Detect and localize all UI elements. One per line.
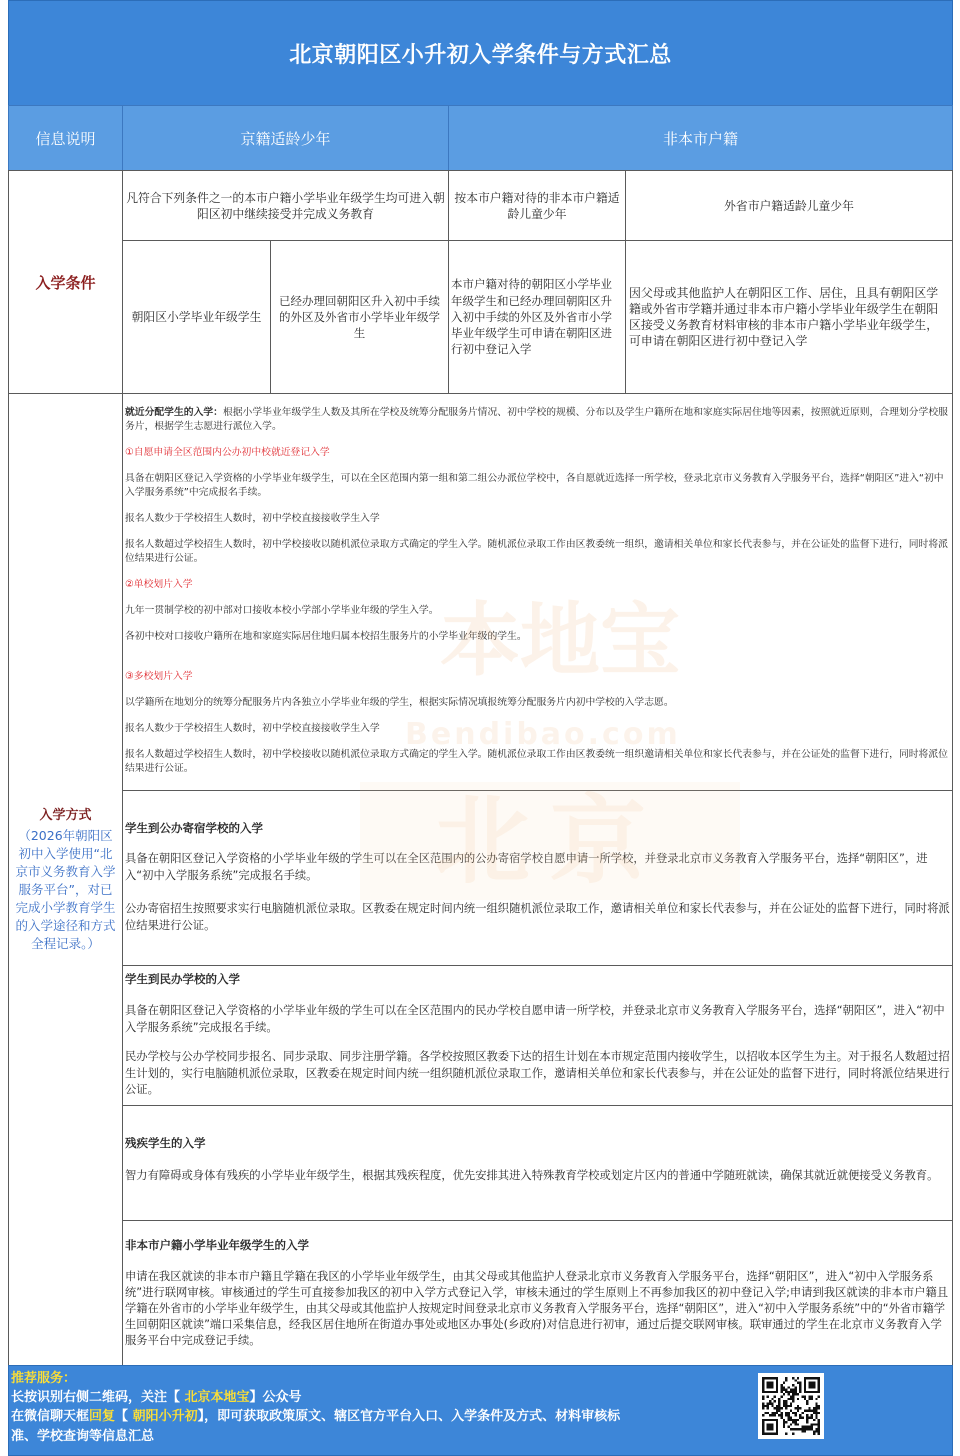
qr-code-graphic	[762, 1377, 820, 1435]
qr-module	[794, 1428, 796, 1430]
qr-module	[785, 1400, 787, 1402]
qr-module	[818, 1405, 820, 1407]
nearby-intro-text: 根据小学毕业年级学生人数及其所在学校及统筹分配服务片情况、初中学校的规模、分布以及学生户籍所在地和家庭实际居住地等因素，按照就近原则，合理划分学校服务片，根据学生志愿进行派位入学。	[125, 407, 948, 432]
subheading-single-school-zone: ②单校划片入学	[125, 579, 193, 590]
qr-module	[811, 1423, 813, 1425]
qr-module	[818, 1396, 820, 1398]
qr-module	[788, 1426, 790, 1428]
qr-module	[818, 1423, 820, 1425]
section-paragraph: 具备在朝阳区登记入学资格的小学毕业年级的学生可以在全区范围内的民办学校自愿申请一所学校，并登录北京市义务教育入学服务平台，选择“朝阳区”，进入“初中入学服务系统”完成报名手续。	[125, 1004, 945, 1034]
footer-text-part: 】，即可获取政策原文、辖区官方平台入口、入学条件及方式、材料审核标准、学校查询等信息汇总	[11, 1409, 621, 1444]
qr-module	[790, 1396, 792, 1398]
qr-module	[792, 1377, 794, 1379]
footer-keyword: 朝阳小升初	[132, 1409, 198, 1425]
qr-module	[771, 1398, 773, 1400]
qr-module	[794, 1419, 796, 1421]
treated-local-title-cell	[448, 170, 626, 241]
qr-module	[799, 1389, 801, 1391]
qr-module	[781, 1389, 783, 1391]
qr-module	[767, 1412, 769, 1414]
qr-module	[783, 1426, 785, 1428]
section-title: 学生到公办寄宿学校的入学	[125, 821, 263, 835]
footer-heading: 推荐服务：	[11, 1371, 77, 1386]
qr-module	[790, 1409, 792, 1411]
qr-module	[797, 1398, 799, 1400]
qr-module	[799, 1382, 801, 1384]
footer-text-part: 在微信聊天框	[11, 1409, 90, 1425]
qr-module	[790, 1398, 792, 1400]
footer-text-part: 【	[115, 1409, 133, 1425]
qr-module	[815, 1407, 817, 1409]
qr-module	[776, 1407, 778, 1409]
qr-module	[792, 1421, 794, 1423]
qr-module	[818, 1419, 820, 1421]
qr-module	[774, 1412, 776, 1414]
qr-module	[818, 1421, 820, 1423]
qr-module	[781, 1391, 783, 1393]
qr-module	[808, 1398, 810, 1400]
header-nonlocal	[448, 105, 953, 171]
other-province-detail-cell	[625, 240, 953, 394]
qr-module	[778, 1398, 780, 1400]
qr-module	[806, 1403, 808, 1405]
other-province-title-cell	[625, 170, 953, 241]
beijing-item-cell	[270, 240, 449, 394]
nearby-paragraph: 以学籍所在地划分的统筹分配服务片内各独立小学毕业年级的学生，根据实际情况填报统筹分配服务片内初中学校的入学志愿。	[125, 697, 674, 708]
qr-module	[811, 1409, 813, 1411]
qr-module	[764, 1412, 766, 1414]
qr-module	[792, 1400, 794, 1402]
qr-module	[813, 1423, 815, 1425]
qr-module	[785, 1433, 787, 1435]
qr-module	[804, 1398, 806, 1400]
qr-module	[811, 1416, 813, 1418]
qr-module	[762, 1414, 764, 1416]
qr-module	[815, 1409, 817, 1411]
qr-module	[806, 1409, 808, 1411]
nearby-paragraph: 具备在朝阳区登记入学资格的小学毕业年级学生，可以在全区范围内第一组和第二组公办派位学校中，各自愿就近选择一所学校，登录北京市义务教育入学服务平台，选择“朝阳区”进入“初中入学服务系统”中完成报名手续。	[125, 473, 944, 498]
qr-module	[811, 1414, 813, 1416]
qr-module	[776, 1412, 778, 1414]
qr-module	[797, 1393, 799, 1395]
qr-module	[794, 1379, 796, 1381]
qr-module	[818, 1433, 820, 1435]
footer-text	[11, 1369, 635, 1446]
qr-module	[799, 1407, 801, 1409]
footer	[8, 1365, 953, 1456]
footer-line-follow	[11, 1388, 635, 1407]
qr-module	[799, 1386, 801, 1388]
qr-module	[781, 1416, 783, 1418]
qr-module	[799, 1428, 801, 1430]
qr-module	[790, 1403, 792, 1405]
other-province-title: 外省市户籍适龄儿童少年	[724, 198, 854, 213]
qr-module	[785, 1403, 787, 1405]
conditions-label: 入学条件	[35, 273, 96, 292]
section-paragraph: 公办寄宿招生按照要求实行电脑随机派位录取。区教委在规定时间内统一组织随机派位录取工作，邀请相关单位和家长代表参与，并在公证处的监督下进行，同时将派位结果进行公证。	[125, 902, 950, 932]
qr-module	[799, 1416, 801, 1418]
qr-module	[788, 1414, 790, 1416]
qr-module	[813, 1430, 815, 1432]
nearby-paragraph: 九年一贯制学校的初中部对口接收本校小学部小学毕业年级的学生入学。	[125, 605, 439, 616]
beijing-item-cell	[122, 240, 271, 394]
qr-module	[806, 1400, 808, 1402]
qr-module	[783, 1403, 785, 1405]
nearby-intro	[125, 406, 950, 434]
qr-module	[785, 1414, 787, 1416]
qr-module	[788, 1391, 790, 1393]
qr-module	[767, 1407, 769, 1409]
qr-module	[804, 1426, 806, 1428]
qr-module	[783, 1382, 785, 1384]
treated-local-detail-cell	[448, 240, 626, 394]
qr-module	[788, 1393, 790, 1395]
qr-module	[813, 1409, 815, 1411]
qr-module	[794, 1407, 796, 1409]
qr-module	[792, 1433, 794, 1435]
qr-module	[792, 1384, 794, 1386]
section-paragraph: 智力有障碍或身体有残疾的小学毕业年级学生，根据其残疾程度，优先安排其进入特殊教育学校或划定片区内的普通中学随班就读，确保其就近就便接受义务教育。	[125, 1169, 939, 1182]
qr-module	[790, 1428, 792, 1430]
beijing-item: 已经办理回朝阳区升入初中手续的外区及外省市小学毕业年级学生	[279, 294, 440, 340]
qr-module	[783, 1400, 785, 1402]
methods-label: 入学方式	[39, 807, 92, 823]
qr-module	[778, 1405, 780, 1407]
qr-module	[794, 1389, 796, 1391]
methods-note: （2026年朝阳区初中入学使用“北京市义务教育入学服务平台”，对已完成小学教育学生的入学途径和方式全程记录。）	[15, 827, 116, 951]
qr-module	[794, 1414, 796, 1416]
qr-module	[781, 1407, 783, 1409]
qr-module	[801, 1396, 803, 1398]
qr-module	[794, 1393, 796, 1395]
section-disabled-students	[122, 1105, 953, 1221]
qr-module	[778, 1407, 780, 1409]
qr-module	[785, 1391, 787, 1393]
qr-module	[794, 1423, 796, 1425]
qr-module	[776, 1409, 778, 1411]
qr-module	[804, 1409, 806, 1411]
qr-module	[785, 1412, 787, 1414]
qr-module	[785, 1379, 787, 1381]
qr-module	[792, 1398, 794, 1400]
treated-local-detail: 本市户籍对待的朝阳区小学毕业年级学生和已经办理回朝阳区升入初中手续的外区及外省市小学毕业年级学生可申请在朝阳区进行初中登记入学	[451, 277, 612, 357]
qr-module	[781, 1386, 783, 1388]
section-title: 学生到民办学校的入学	[125, 972, 240, 986]
qr-module	[781, 1396, 783, 1398]
section-paragraph: 民办学校与公办学校同步报名、同步录取、同步注册学籍。各学校按照区教委下达的招生计划在本市规定范围内接收学生，以招收本区学生为主。对于报名人数超过招生计划的，实行电脑随机派位录取，区教委在规定时间内统一组织随机派位录取工作，邀请相关单位和家长代表参与，并在公证处的监督下进行，同时将派位结果进行公证。	[125, 1050, 950, 1096]
qr-module	[778, 1400, 780, 1402]
qr-module	[801, 1428, 803, 1430]
qr-module	[794, 1386, 796, 1388]
beijing-summary-cell	[122, 170, 449, 241]
qr-module	[797, 1382, 799, 1384]
qr-module	[797, 1405, 799, 1407]
qr-module	[806, 1419, 808, 1421]
other-province-detail: 因父母或其他监护人在朝阳区工作、居住，且具有朝阳区学籍或外省市学籍并通过非本市户籍小学毕业年级学生在朝阳区接受义务教育材料审核的非本市户籍小学毕业年级学生，可申请在朝阳区进行初中登记入学	[629, 286, 939, 348]
qr-module	[790, 1391, 792, 1393]
subheading-multi-school-zone: ③多校划片入学	[125, 671, 193, 682]
qr-module	[799, 1384, 801, 1386]
qr-module	[785, 1407, 787, 1409]
nearby-paragraph: 报名人数少于学校招生人数时，初中学校直接接收学生入学	[125, 513, 380, 524]
section-public-boarding	[122, 790, 953, 966]
qr-module	[762, 1396, 764, 1398]
qr-module	[804, 1430, 806, 1432]
qr-module	[783, 1421, 785, 1423]
qr-module	[815, 1428, 817, 1430]
qr-finder	[808, 1382, 815, 1389]
qr-module	[774, 1414, 776, 1416]
qr-module	[781, 1414, 783, 1416]
qr-module	[806, 1428, 808, 1430]
qr-module	[818, 1412, 820, 1414]
qr-module	[792, 1412, 794, 1414]
beijing-item: 朝阳区小学毕业年级学生	[131, 310, 262, 324]
qr-module	[767, 1405, 769, 1407]
qr-module	[813, 1433, 815, 1435]
qr-module	[801, 1412, 803, 1414]
qr-module	[792, 1428, 794, 1430]
title-bar	[8, 0, 953, 106]
qr-module	[799, 1391, 801, 1393]
qr-module	[788, 1419, 790, 1421]
qr-module	[797, 1407, 799, 1409]
qr-module	[767, 1403, 769, 1405]
qr-module	[804, 1428, 806, 1430]
qr-module	[815, 1405, 817, 1407]
nearby-paragraph: 报名人数超过学校招生人数时，初中学校接收以随机派位录取方式确定的学生入学。随机派位录取工作由区教委统一组织邀请相关单位和家长代表参与，并在公证处的监督下进行，同时将派位结果进行公证。	[125, 749, 948, 774]
qr-module	[778, 1414, 780, 1416]
qr-module	[818, 1430, 820, 1432]
header-nonlocal-label: 非本市户籍	[662, 129, 738, 148]
section-nearby-allocation	[122, 393, 953, 791]
qr-module	[792, 1389, 794, 1391]
qr-code-icon[interactable]	[758, 1373, 824, 1439]
footer-text-part: 】公众号	[249, 1390, 302, 1406]
qr-module	[788, 1398, 790, 1400]
qr-module	[783, 1419, 785, 1421]
qr-module	[811, 1398, 813, 1400]
qr-module	[788, 1416, 790, 1418]
qr-module	[783, 1389, 785, 1391]
qr-module	[792, 1391, 794, 1393]
qr-module	[794, 1391, 796, 1393]
qr-module	[788, 1412, 790, 1414]
footer-line-reply	[11, 1407, 635, 1445]
qr-module	[790, 1405, 792, 1407]
footer-reply-word: 回复	[89, 1409, 116, 1425]
qr-module	[808, 1416, 810, 1418]
header-info-label: 信息说明	[35, 129, 96, 148]
qr-module	[818, 1407, 820, 1409]
qr-module	[813, 1419, 815, 1421]
qr-module	[771, 1414, 773, 1416]
qr-module	[792, 1396, 794, 1398]
qr-module	[774, 1396, 776, 1398]
qr-module	[811, 1426, 813, 1428]
qr-module	[762, 1405, 764, 1407]
qr-module	[797, 1423, 799, 1425]
qr-module	[785, 1377, 787, 1379]
qr-module	[815, 1423, 817, 1425]
qr-module	[790, 1419, 792, 1421]
qr-module	[804, 1396, 806, 1398]
qr-module	[808, 1407, 810, 1409]
qr-module	[815, 1416, 817, 1418]
qr-module	[815, 1403, 817, 1405]
qr-module	[811, 1396, 813, 1398]
header-beijing	[122, 105, 449, 171]
qr-module	[792, 1419, 794, 1421]
section-paragraph: 申请在我区就读的非本市户籍且学籍在我区的小学毕业年级学生，由其父母或其他监护人登录北京市义务教育入学服务平台，选择“朝阳区”，进入“初中入学服务系统”进行联网审核。审核通过的学生可直接参加我区的初中入学方式登记入学，审核未通过的学生原则上不再参加我区的初中登记入学;申请到我区就读的非本市户籍且学籍在外省市的小学毕业年级学生，由其父母或其他监护人按规定时间登录北京市义务教育入学服务平台，选择“朝阳区”，进入“初中入学服务系统”中的“外省市籍学生回朝阳区就读”端口采集信息，经我区居住地所在街道办事处或地区办事处(乡政府)对信息进行初审，通过后提交联网审核。联审通过的学生在北京市义务教育入学服务平台中完成登记手续。	[125, 1270, 949, 1347]
qr-module	[771, 1412, 773, 1414]
qr-module	[785, 1421, 787, 1423]
qr-module	[785, 1389, 787, 1391]
section-nonlocal-students	[122, 1220, 953, 1366]
footer-account-name: 北京本地宝	[184, 1390, 250, 1406]
qr-module	[778, 1403, 780, 1405]
qr-module	[818, 1426, 820, 1428]
beijing-summary: 凡符合下列条件之一的本市户籍小学毕业年级学生均可进入朝阳区初中继续接受并完成义务教育	[126, 190, 445, 221]
qr-module	[797, 1377, 799, 1379]
qr-module	[788, 1405, 790, 1407]
qr-module	[806, 1421, 808, 1423]
qr-module	[797, 1428, 799, 1430]
qr-module	[818, 1428, 820, 1430]
qr-module	[769, 1414, 771, 1416]
footer-text-part: 长按识别右侧二维码，关注【	[11, 1390, 185, 1406]
qr-module	[771, 1403, 773, 1405]
nearby-intro-lead: 就近分配学生的入学：	[125, 407, 223, 418]
qr-module	[783, 1405, 785, 1407]
qr-module	[767, 1396, 769, 1398]
qr-module	[811, 1428, 813, 1430]
qr-module	[788, 1386, 790, 1388]
qr-module	[792, 1393, 794, 1395]
qr-module	[815, 1414, 817, 1416]
qr-module	[794, 1412, 796, 1414]
nearby-paragraph: 各初中校对口接收户籍所在地和家庭实际居住地归属本校招生服务片的小学毕业年级的学生。	[125, 631, 527, 642]
qr-module	[813, 1407, 815, 1409]
qr-module	[806, 1414, 808, 1416]
qr-module	[781, 1412, 783, 1414]
section-private-school	[122, 965, 953, 1106]
qr-module	[762, 1407, 764, 1409]
section-title: 非本市户籍小学毕业年级学生的入学	[125, 1238, 309, 1252]
qr-module	[815, 1430, 817, 1432]
qr-module	[774, 1400, 776, 1402]
qr-module	[783, 1423, 785, 1425]
qr-module	[790, 1423, 792, 1425]
qr-module	[790, 1389, 792, 1391]
qr-module	[790, 1416, 792, 1418]
qr-module	[783, 1386, 785, 1388]
qr-module	[762, 1403, 764, 1405]
qr-module	[764, 1405, 766, 1407]
qr-module	[769, 1403, 771, 1405]
qr-module	[808, 1428, 810, 1430]
qr-module	[808, 1409, 810, 1411]
qr-finder	[767, 1382, 774, 1389]
qr-module	[774, 1407, 776, 1409]
section-paragraph: 具备在朝阳区登记入学资格的小学毕业年级的学生可以在全区范围内的公办寄宿学校自愿申请一所学校，并登录北京市义务教育入学服务平台，选择“朝阳区”，进入“初中入学服务系统”完成报名手续。	[125, 852, 928, 882]
qr-module	[808, 1426, 810, 1428]
qr-module	[813, 1412, 815, 1414]
qr-module	[778, 1409, 780, 1411]
section-title: 残疾学生的入学	[125, 1136, 206, 1150]
conditions-label-cell	[8, 170, 123, 394]
qr-finder	[767, 1423, 774, 1430]
qr-module	[806, 1426, 808, 1428]
qr-module	[771, 1405, 773, 1407]
qr-module	[806, 1416, 808, 1418]
methods-label-cell	[8, 393, 123, 1366]
qr-module	[776, 1405, 778, 1407]
qr-module	[801, 1416, 803, 1418]
header-info	[8, 105, 123, 171]
qr-module	[797, 1419, 799, 1421]
qr-module	[781, 1384, 783, 1386]
page-title: 北京朝阳区小升初入学条件与方式汇总	[289, 42, 672, 68]
nearby-paragraph: 报名人数少于学校招生人数时，初中学校直接接收学生入学	[125, 723, 380, 734]
qr-module	[808, 1396, 810, 1398]
header-beijing-label: 京籍适龄少年	[240, 129, 331, 148]
qr-module	[815, 1398, 817, 1400]
qr-module	[801, 1430, 803, 1432]
qr-module	[799, 1414, 801, 1416]
qr-module	[769, 1400, 771, 1402]
treated-local-title: 按本市户籍对待的非本市户籍适龄儿童少年	[454, 190, 620, 221]
nearby-paragraph: 报名人数超过学校招生人数时，初中学校接收以随机派位录取方式确定的学生入学。随机派位录取工作由区教委统一组织，邀请相关单位和家长代表参与，并在公证处的监督下进行，同时将派位结果进行公证。	[125, 539, 948, 564]
qr-module	[785, 1405, 787, 1407]
qr-module	[762, 1398, 764, 1400]
qr-module	[783, 1393, 785, 1395]
qr-module	[797, 1409, 799, 1411]
qr-module	[815, 1412, 817, 1414]
subheading-voluntary-application: ①自愿申请全区范围内公办初中校就近登记入学	[125, 447, 330, 458]
qr-module	[794, 1421, 796, 1423]
qr-module	[801, 1426, 803, 1428]
